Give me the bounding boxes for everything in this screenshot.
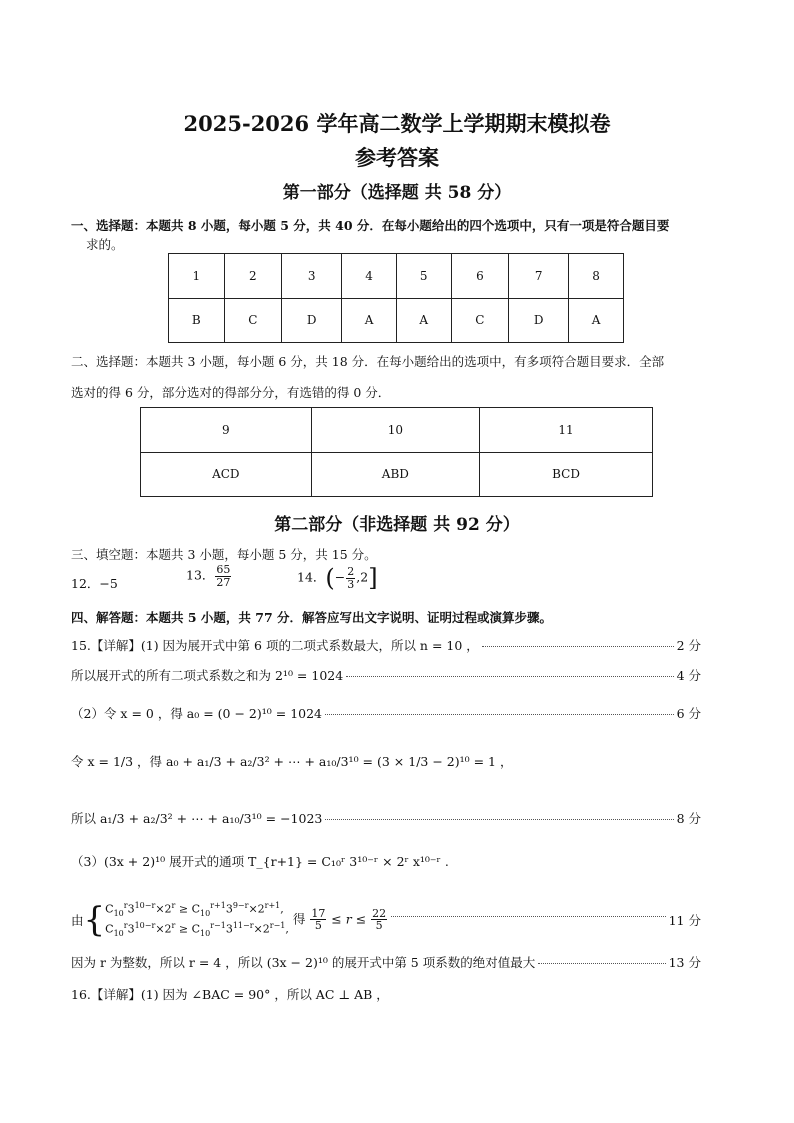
question-number-cell: 4 — [342, 254, 397, 299]
q15-line5: 所以 a₁/3 + a₂/3² + ⋯ + a₁₀/3¹⁰ = −1023 8 分 — [71, 811, 701, 826]
q16-line1: 16.【详解】(1) 因为 ∠BAC = 90° ，所以 AC ⊥ AB ， — [71, 987, 389, 1002]
page-title: 2025-2026 学年高二数学上学期期末模拟卷 — [183, 111, 611, 136]
answer-cell: ABD — [311, 452, 479, 497]
part1-title: 第一部分（选择题 共 58 分） — [282, 183, 512, 203]
section4-heading: 四、解答题：本题共 5 小题，共 77 分．解答应写出文字说明、证明过程或演算步骤。 — [71, 610, 553, 625]
inequality-system: $C_{10}^r3^{10-r}\times 2^r \ge C_{10}^{r+1}3^{9-r}\times 2^{r+1}$, $C_{10}^r3^{10-r}\times 2^r \ge C_{10}^{r-1}3^{11-r}\times 2^{r-1}$, — [105, 901, 289, 938]
section2-line2: 选对的得 6 分，部分选对的得部分分，有选错的得 0 分． — [71, 385, 391, 400]
answer-cell: BCD — [480, 452, 653, 497]
part2-title: 第二部分（非选择题 共 92 分） — [274, 515, 520, 535]
question-number-cell: 1 — [169, 254, 225, 299]
answer-cell: A — [342, 298, 397, 343]
question-number-cell: 6 — [451, 254, 509, 299]
answer-cell: A — [396, 298, 451, 343]
answer-cell: A — [569, 298, 624, 343]
q15-line2: 所以展开式的所有二项式系数之和为 2¹⁰ = 1024 4 分 — [71, 668, 701, 683]
q15-line6: （3）(3x + 2)¹⁰ 展开式的通项 T_{r+1} = C₁₀ʳ 3¹⁰⁻ʳ × 2ʳ x¹⁰⁻ʳ . — [71, 854, 449, 869]
answer-cell: D — [509, 298, 569, 343]
answer-q12: 12．−5 — [71, 576, 118, 591]
question-number-cell: 2 — [224, 254, 282, 299]
answer-q13: 13． $\frac{65}{27}$ — [186, 563, 231, 589]
q15-line3: （2）令 x = 0 ，得 a₀ = (0 − 2)¹⁰ = 1024 6 分 — [71, 706, 701, 721]
answer-cell: ACD — [141, 452, 312, 497]
question-number-cell: 7 — [509, 254, 569, 299]
section1-line1: 一、选择题：本题共 8 小题，每小题 5 分，共 40 分．在每小题给出的四个选项中，只有一项是符合题目要 — [71, 218, 670, 233]
answer-cell: D — [282, 298, 342, 343]
answer-table-1 — [168, 253, 624, 343]
answer-cell: B — [169, 298, 225, 343]
q15-line8: 因为 r 为整数，所以 r = 4 ，所以 (3x − 2)¹⁰ 的展开式中第 5 项系数的绝对值最大 13 分 — [71, 955, 701, 970]
q15-line1: 15.【详解】(1) 因为展开式中第 6 项的二项式系数最大，所以 n = 10 ， 2 分 — [71, 638, 701, 653]
section3-heading: 三、填空题：本题共 3 小题，每小题 5 分，共 15 分。 — [71, 547, 377, 562]
question-number-cell: 5 — [396, 254, 451, 299]
question-number-cell: 11 — [480, 408, 653, 453]
question-number-cell: 8 — [569, 254, 624, 299]
question-number-cell: 3 — [282, 254, 342, 299]
question-number-cell: 10 — [311, 408, 479, 453]
answer-table-2 — [140, 407, 653, 497]
page-subtitle: 参考答案 — [355, 145, 439, 170]
answer-q14: 14．(− $\frac{2}{3}$ ,2] — [297, 564, 378, 592]
answer-cell: C — [224, 298, 282, 343]
section1-line2: 求的。 — [86, 237, 124, 252]
q15-line7: 由 { $C_{10}^r3^{10-r}\times 2^r \ge C_{10}^{r+1}3^{9-r}\times 2^{r+1}$, $C_{10}^r3^{10-r}\times 2^r \ge C_{10}^{r-1}3^{11-r}\times 2^{r-1}$, 得 $\frac{17}{5}$ ≤ r ≤ $\frac{22}{5}$ 11 分 — [71, 899, 701, 940]
question-number-cell: 9 — [141, 408, 312, 453]
q15-line4: 令 x = 1/3 ，得 a₀ + a₁/3 + a₂/3² + ⋯ + a₁₀/3¹⁰ = (3 × 1/3 − 2)¹⁰ = 1 ， — [71, 754, 513, 769]
section2-line1: 二、选择题：本题共 3 小题，每小题 6 分，共 18 分．在每小题给出的选项中，有多项符合题目要求．全部 — [71, 354, 665, 369]
answer-cell: C — [451, 298, 509, 343]
